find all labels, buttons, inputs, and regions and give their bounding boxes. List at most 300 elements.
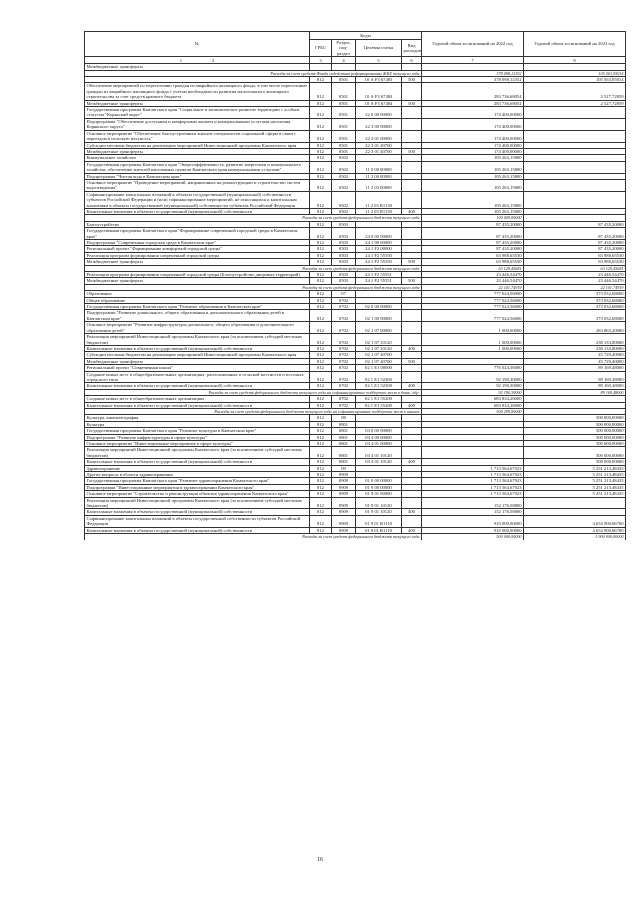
amount-2022: 63 988,65530 bbox=[422, 252, 524, 258]
amount-2023: 89 169,48000 bbox=[524, 365, 626, 371]
expense-type bbox=[402, 447, 422, 459]
table-row bbox=[85, 161, 626, 173]
amount-2023: 5 251 213,48435 bbox=[524, 465, 626, 471]
grbs-code: 812 bbox=[310, 497, 332, 509]
amount-2023: 500 000,00000 bbox=[524, 459, 626, 465]
row-name: Реализация мероприятий Инвестиционной программы Камчатского края (за исключением субсидий местным бюджетам) bbox=[85, 497, 310, 509]
amount-2022: 87 435,20000 bbox=[422, 246, 524, 252]
table-row bbox=[85, 310, 626, 322]
grbs-code: 812 bbox=[310, 297, 332, 303]
grbs-code: 812 bbox=[310, 472, 332, 478]
section-code: 0501 bbox=[332, 142, 356, 148]
expense-type bbox=[402, 191, 422, 208]
target-code: 03 4 01 10120 bbox=[356, 447, 402, 459]
amount-2022: 105 263,15800 bbox=[422, 155, 524, 161]
amount-2023: 2 527,72859 bbox=[524, 100, 626, 106]
target-code: 03 4 01 10120 bbox=[356, 459, 402, 465]
amount-2022: 500 000,00000 bbox=[422, 534, 524, 540]
table-row bbox=[85, 179, 626, 191]
col-number: 8 bbox=[524, 57, 626, 64]
row-name: Межбюджетные трансферты bbox=[85, 64, 310, 70]
section-code: 0702 bbox=[332, 365, 356, 371]
grbs-code: 812 bbox=[310, 155, 332, 161]
col-header-2023: Годовой объем ассигнований на 2023 год bbox=[524, 32, 626, 57]
target-code: 22 3 00 00000 bbox=[356, 118, 402, 130]
section-code: 0501 bbox=[332, 77, 356, 83]
row-name: Софинансирование капитальных вложений в объекты государственной (муниципальной) собственности субъектов Российской Федерации и (или) софинансирование мероприятий, не относящихся к капитальным вложениям в объекты государственной (муниципальной) собственности субъектов Российской Федерации bbox=[85, 191, 310, 208]
col-number: 4 bbox=[332, 57, 356, 64]
expense-type: 400 bbox=[402, 208, 422, 214]
grbs-code: 812 bbox=[310, 434, 332, 440]
expense-type bbox=[402, 322, 422, 334]
expense-type: 500 bbox=[402, 100, 422, 106]
grbs-code: 812 bbox=[310, 527, 332, 533]
table-row bbox=[85, 322, 626, 334]
row-name: Межбюджетные трансферты bbox=[85, 148, 310, 154]
grbs-code: 812 bbox=[310, 428, 332, 434]
col-number: 1 2 bbox=[85, 57, 310, 64]
amount-2023: 23 446,54470 bbox=[524, 272, 626, 278]
amount-2022: 1 713 564,67923 bbox=[422, 472, 524, 478]
row-name: Государственная программа Камчатского края "Развитие образования в Камчатском крае" bbox=[85, 304, 310, 310]
target-code: 02 1 00 00000 bbox=[356, 310, 402, 322]
grbs-code: 812 bbox=[310, 402, 332, 408]
section-code: 0702 bbox=[332, 310, 356, 322]
grbs-code: 812 bbox=[310, 465, 332, 471]
amount-2023: 5 251 213,48435 bbox=[524, 478, 626, 484]
amount-2023: 87 435,20000 bbox=[524, 221, 626, 227]
grbs-code: 812 bbox=[310, 421, 332, 427]
target-code: 02 1 E1 55200 bbox=[356, 396, 402, 402]
amount-2023: 63 988,65530 bbox=[524, 259, 626, 265]
col-header-name: № bbox=[85, 32, 310, 57]
row-name: Государственная программа Камчатского края "Формирование современной городской среды в Камчатском крае" bbox=[85, 228, 310, 240]
expense-type bbox=[402, 161, 422, 173]
target-code: 03 4 00 00000 bbox=[356, 434, 402, 440]
table-row bbox=[85, 191, 626, 208]
amount-2023: 89 169,48000 bbox=[524, 371, 626, 383]
expense-type: 400 bbox=[402, 345, 422, 351]
section-code: 09 bbox=[332, 465, 356, 471]
section-code: 0502 bbox=[332, 155, 356, 161]
section-code: 0702 bbox=[332, 334, 356, 346]
grbs-code: 812 bbox=[310, 322, 332, 334]
amount-2022: 105 263,15800 bbox=[422, 161, 524, 173]
table-row bbox=[85, 447, 626, 459]
grbs-code: 812 bbox=[310, 459, 332, 465]
amount-2022: 92 190,30000 bbox=[422, 389, 524, 395]
section-code: 0503 bbox=[332, 259, 356, 265]
amount-2023: 373 032,68000 bbox=[524, 291, 626, 297]
amount-2022: 378 098,12352 bbox=[422, 77, 524, 83]
table-row bbox=[85, 228, 626, 240]
amount-2023: 5 251 213,48435 bbox=[524, 484, 626, 490]
expense-type: 400 bbox=[402, 509, 422, 515]
target-code: 02 1 E1 52300 bbox=[356, 383, 402, 389]
section-code: 0909 bbox=[332, 527, 356, 533]
row-name: Подпрограмма "Обеспечение доступным и комфортным жильем и коммунальными услугами населения Корякского округа" bbox=[85, 118, 310, 130]
grbs-code: 812 bbox=[310, 352, 332, 358]
amount-2023: 4 654 900,66700 bbox=[524, 515, 626, 527]
section-code: 0501 bbox=[332, 118, 356, 130]
col-number: 7 bbox=[422, 57, 524, 64]
amount-2022: 22 101,74919 bbox=[422, 284, 524, 290]
grbs-code: 812 bbox=[310, 291, 332, 297]
row-name: Подпрограмма "Чистая вода в Камчатском крае" bbox=[85, 173, 310, 179]
row-name: Капитальные вложения в объекты государственной (муниципальной) собственности bbox=[85, 459, 310, 465]
amount-2022: 283 736,68054 bbox=[422, 83, 524, 100]
section-code: 0501 bbox=[332, 130, 356, 142]
grbs-code: 812 bbox=[310, 130, 332, 142]
amount-2023 bbox=[524, 118, 626, 130]
amount-2023: 283 863,20000 bbox=[524, 322, 626, 334]
row-name: Капитальные вложения в объекты государственной (муниципальной) собственности bbox=[85, 345, 310, 351]
target-code: 01 9 00 00000 bbox=[356, 484, 402, 490]
col-number: 6 bbox=[402, 57, 422, 64]
row-name: Межбюджетные трансферты bbox=[85, 100, 310, 106]
budget-table-sheet bbox=[84, 31, 625, 540]
section-code: 0702 bbox=[332, 352, 356, 358]
amount-2022 bbox=[422, 447, 524, 459]
table-row bbox=[85, 118, 626, 130]
amount-2022: 1 713 564,67923 bbox=[422, 478, 524, 484]
row-name: Основное мероприятие "Развитие инфраструктуры дошкольного, общего образования и дополнительного образования детей" bbox=[85, 322, 310, 334]
section-code: 07 bbox=[332, 291, 356, 297]
target-code: 24 1 F2 55551 bbox=[356, 278, 402, 284]
col-number: 5 bbox=[356, 57, 402, 64]
grbs-code: 812 bbox=[310, 447, 332, 459]
amount-2022: 92 190,30000 bbox=[422, 371, 524, 383]
target-code: 22 3 01 40700 bbox=[356, 148, 402, 154]
target-code: 10 А F3 67484 bbox=[356, 100, 402, 106]
grbs-code: 812 bbox=[310, 179, 332, 191]
section-code: 08 bbox=[332, 415, 356, 421]
col-number: 3 bbox=[310, 57, 332, 64]
amount-2023: 3 900 000,00000 bbox=[524, 534, 626, 540]
funding-note-text: Расходы за счет средств федерального бюджета текущего года на софинансирование поддержки мест в дошк. обр. bbox=[85, 389, 422, 395]
expense-type bbox=[402, 310, 422, 322]
amount-2022: 1 713 564,67923 bbox=[422, 465, 524, 471]
amount-2022: 910 000,00000 bbox=[422, 527, 524, 533]
amount-2023: 4 654 900,66700 bbox=[524, 527, 626, 533]
amount-2022: 683 834,26000 bbox=[422, 396, 524, 402]
row-name: Реализация мероприятий Инвестиционной программы Камчатского края (за исключением субсидий местным бюджетам) bbox=[85, 334, 310, 346]
target-code: 24 1 00 00000 bbox=[356, 240, 402, 246]
amount-2022: 105 263,15800 bbox=[422, 208, 524, 214]
amount-2022: 777 024,56000 bbox=[422, 291, 524, 297]
grbs-code: 812 bbox=[310, 515, 332, 527]
section-code: 0501 bbox=[332, 107, 356, 119]
grbs-code: 812 bbox=[310, 100, 332, 106]
row-name: Субсидии местным бюджетам на реализацию мероприятий Инвестиционной программы Камчатского края bbox=[85, 142, 310, 148]
target-code: 11 2 00 00000 bbox=[356, 173, 402, 179]
expense-type bbox=[402, 83, 422, 100]
table-row bbox=[85, 371, 626, 383]
section-code: 0702 bbox=[332, 396, 356, 402]
section-code: 0503 bbox=[332, 228, 356, 240]
target-code: 02 1 07 10120 bbox=[356, 345, 402, 351]
row-name: Обеспечение мероприятий по переселению граждан из аварийного жилищного фонда, в том числе переселению граждан из аварийного жилищного фонда с учетом необходимости развития малоэтажного жилищного строительства за счет средств краевого бюджета bbox=[85, 83, 310, 100]
table-row bbox=[85, 497, 626, 509]
grbs-code: 812 bbox=[310, 345, 332, 351]
row-name: Капитальные вложения в объекты государственной (муниципальной) собственности bbox=[85, 527, 310, 533]
amount-2022: 105 263,15800 bbox=[422, 179, 524, 191]
grbs-code: 812 bbox=[310, 221, 332, 227]
section-code: 0702 bbox=[332, 322, 356, 334]
section-code: 0502 bbox=[332, 208, 356, 214]
amount-2022: 1 713 564,67923 bbox=[422, 484, 524, 490]
expense-type bbox=[402, 371, 422, 383]
target-code: 10 А F3 67483 bbox=[356, 77, 402, 83]
row-name: Подпрограмма "Современная городская среда в Камчатском крае" bbox=[85, 240, 310, 246]
row-name: Реализация мероприятий Инвестиционной программы Камчатского края (за исключением субсидий местным бюджетам) bbox=[85, 447, 310, 459]
section-code: 0702 bbox=[332, 297, 356, 303]
section-code: 0702 bbox=[332, 358, 356, 364]
row-name: Подпрограмма "Развитие инфраструктуры в сфере культуры" bbox=[85, 434, 310, 440]
amount-2022: 105 263,15800 bbox=[422, 173, 524, 179]
amount-2023: 5 251 213,48435 bbox=[524, 491, 626, 497]
target-code: 03 0 00 00000 bbox=[356, 428, 402, 434]
amount-2022: 87 435,20000 bbox=[422, 240, 524, 246]
grbs-code: 812 bbox=[310, 441, 332, 447]
amount-2023: 105 563,05014 bbox=[524, 77, 626, 83]
amount-2023: 45 729,40000 bbox=[524, 358, 626, 364]
amount-2023: 238 133,80000 bbox=[524, 334, 626, 346]
grbs-code: 812 bbox=[310, 259, 332, 265]
grbs-code: 812 bbox=[310, 358, 332, 364]
target-code: 02 0 00 00000 bbox=[356, 304, 402, 310]
target-code: 01 9 01 10120 bbox=[356, 497, 402, 509]
section-code: 0503 bbox=[332, 272, 356, 278]
amount-2023: 500 000,00000 bbox=[524, 421, 626, 427]
row-name: Общее образование bbox=[85, 297, 310, 303]
row-name: Межбюджетные трансферты bbox=[85, 259, 310, 265]
grbs-code: 812 bbox=[310, 304, 332, 310]
expense-type: 500 bbox=[402, 77, 422, 83]
expense-type: 400 bbox=[402, 459, 422, 465]
row-name: Государственная программа Камчатского края "Развитие культуры в Камчатском крае" bbox=[85, 428, 310, 434]
grbs-code: 812 bbox=[310, 365, 332, 371]
section-code: 0909 bbox=[332, 509, 356, 515]
funding-note-text: Расходы за счет средств федерального бюджета текущего года bbox=[85, 534, 422, 540]
table-body bbox=[85, 64, 626, 540]
amount-2022: 174 400,00000 bbox=[422, 142, 524, 148]
expense-type bbox=[402, 497, 422, 509]
grbs-code: 812 bbox=[310, 118, 332, 130]
row-name: Межбюджетные трансферты bbox=[85, 358, 310, 364]
amount-2022: 105 263,15800 bbox=[422, 191, 524, 208]
row-name: Капитальные вложения в объекты государственной (муниципальной) собственности bbox=[85, 402, 310, 408]
amount-2023: 500 000,00000 bbox=[524, 447, 626, 459]
amount-2023 bbox=[524, 107, 626, 119]
amount-2022: 87 435,20000 bbox=[422, 221, 524, 227]
row-name: Благоустройство bbox=[85, 221, 310, 227]
target-code: 02 1 07 00000 bbox=[356, 322, 402, 334]
row-name: Другие вопросы в области здравоохранения bbox=[85, 472, 310, 478]
target-code: 24 1 F2 55550 bbox=[356, 259, 402, 265]
amount-2023: 500 000,00000 bbox=[524, 415, 626, 421]
col-header-type: Вид расходов bbox=[402, 40, 422, 57]
expense-type bbox=[402, 107, 422, 119]
row-name: Подпрограмма "Развитие дошкольного, общего образования и дополнительного образования детей в Камчатском крае" bbox=[85, 310, 310, 322]
grbs-code: 812 bbox=[310, 310, 332, 322]
row-name: Субсидии местным бюджетам на реализацию мероприятий Инвестиционной программы Камчатского края bbox=[85, 352, 310, 358]
section-code: 0801 bbox=[332, 421, 356, 427]
section-code: 0502 bbox=[332, 179, 356, 191]
amount-2023 bbox=[524, 497, 626, 509]
amount-2022: 378 098,12352 bbox=[422, 70, 524, 76]
row-name: Государственная программа Камчатского края "Социальное и экономическое развитие территории с особым статусом "Корякский округ" bbox=[85, 107, 310, 119]
row-name: Государственная программа Камчатского края "Развитие здравоохранения Камчатского края" bbox=[85, 478, 310, 484]
expense-type: 500 bbox=[402, 358, 422, 364]
grbs-code: 812 bbox=[310, 371, 332, 383]
funding-note-text: Расходы за счет средств федерального бюджета текущего года bbox=[85, 265, 422, 271]
section-code: 0909 bbox=[332, 472, 356, 478]
amount-2022: 777 024,56000 bbox=[422, 304, 524, 310]
row-name: Культура bbox=[85, 421, 310, 427]
amount-2023: 87 435,20000 bbox=[524, 240, 626, 246]
amount-2023: 45 729,40000 bbox=[524, 352, 626, 358]
amount-2022: 174 400,00000 bbox=[422, 148, 524, 154]
target-code: 01 9 01 00000 bbox=[356, 491, 402, 497]
grbs-code: 812 bbox=[310, 191, 332, 208]
row-name: Капитальные вложения в объекты государственной (муниципальной) собственности bbox=[85, 208, 310, 214]
target-code: 11 2 03 00000 bbox=[356, 179, 402, 191]
amount-2023: 87 435,20000 bbox=[524, 246, 626, 252]
amount-2022: 63 129,45681 bbox=[422, 265, 524, 271]
section-code: 0503 bbox=[332, 278, 356, 284]
amount-2023 bbox=[524, 161, 626, 173]
target-code: 02 1 E1 00000 bbox=[356, 365, 402, 371]
row-name: Межбюджетные трансферты bbox=[85, 278, 310, 284]
section-code: 0501 bbox=[332, 148, 356, 154]
amount-2022: 174 400,00000 bbox=[422, 107, 524, 119]
section-code: 0909 bbox=[332, 491, 356, 497]
section-code: 0801 bbox=[332, 441, 356, 447]
expense-type bbox=[402, 334, 422, 346]
target-code: 02 1 E1 52300 bbox=[356, 371, 402, 383]
row-name: Здравоохранение bbox=[85, 465, 310, 471]
funding-note-text: Расходы за счет средств федерального бюджета текущего года на софинансирование поддержки мест в школах bbox=[85, 408, 422, 414]
amount-2023 bbox=[524, 179, 626, 191]
row-name: Основное мероприятие "Строительство и реконструкция объектов здравоохранения Камчатского края" bbox=[85, 491, 310, 497]
amount-2023: 373 032,68000 bbox=[524, 297, 626, 303]
section-code: 0801 bbox=[332, 434, 356, 440]
funding-note-text: Расходы за счет средств федерального бюджета текущего года bbox=[85, 215, 422, 221]
amount-2022: 500 299,00000 bbox=[422, 408, 524, 414]
amount-2022: 174 400,00000 bbox=[422, 130, 524, 142]
expense-type bbox=[402, 515, 422, 527]
row-name: Капитальные вложения в объекты государственной (муниципальной) собственности bbox=[85, 383, 310, 389]
target-code: 22 3 01 40700 bbox=[356, 142, 402, 148]
amount-2023 bbox=[524, 130, 626, 142]
amount-2023: 87 435,20000 bbox=[524, 228, 626, 240]
row-name: Коммунальное хозяйство bbox=[85, 155, 310, 161]
amount-2022: 87 435,20000 bbox=[422, 228, 524, 240]
amount-2023: 373 032,68000 bbox=[524, 310, 626, 322]
target-code: 10 А F3 67484 bbox=[356, 83, 402, 100]
target-code: 22 0 00 00000 bbox=[356, 107, 402, 119]
amount-2023: 5 251 213,48435 bbox=[524, 472, 626, 478]
amount-2023: 2 527,72859 bbox=[524, 83, 626, 100]
expense-type: 400 bbox=[402, 527, 422, 533]
section-code: 0909 bbox=[332, 484, 356, 490]
row-name: Образование bbox=[85, 291, 310, 297]
amount-2022: 92 190,30000 bbox=[422, 383, 524, 389]
row-name: Подпрограмма "Инвестиционные мероприятия в здравоохранении Камчатского края" bbox=[85, 484, 310, 490]
target-code: 24 0 00 00000 bbox=[356, 228, 402, 240]
grbs-code: 812 bbox=[310, 252, 332, 258]
table-row bbox=[85, 515, 626, 527]
section-code: 0503 bbox=[332, 252, 356, 258]
row-name: Основное мероприятие "Обеспечение благоустроенным жильем специалистов социальной сферы в связи с переездом в сельскую местность" bbox=[85, 130, 310, 142]
section-code: 0501 bbox=[332, 83, 356, 100]
expense-type bbox=[402, 118, 422, 130]
amount-2022: 174 400,00000 bbox=[422, 118, 524, 130]
section-code: 0501 bbox=[332, 100, 356, 106]
grbs-code: 812 bbox=[310, 334, 332, 346]
row-name: Софинансирование капитальных вложений в объекты государственной собственности субъектов Российской Федерации bbox=[85, 515, 310, 527]
section-code: 0502 bbox=[332, 191, 356, 208]
table-row bbox=[85, 83, 626, 100]
section-code: 0909 bbox=[332, 515, 356, 527]
amount-2023: 63 988,65530 bbox=[524, 252, 626, 258]
grbs-code: 812 bbox=[310, 246, 332, 252]
row-name: Создание новых мест в общеобразовательных организациях bbox=[85, 396, 310, 402]
target-code: 24 1 F2 55550 bbox=[356, 252, 402, 258]
row-name: Реализация программ формирования современной городской среды (Благоустройство дворовых территорий) bbox=[85, 272, 310, 278]
header-row-top bbox=[85, 32, 626, 40]
funding-note-row bbox=[85, 534, 626, 540]
section-code: 0502 bbox=[332, 173, 356, 179]
amount-2023: 23 446,54470 bbox=[524, 278, 626, 284]
amount-2023: 500 000,00000 bbox=[524, 434, 626, 440]
expense-type bbox=[402, 179, 422, 191]
grbs-code: 812 bbox=[310, 83, 332, 100]
funding-note-text: Расходы за счет средств Фонда содействия реформированию ЖКХ текущего года bbox=[85, 70, 422, 76]
grbs-code: 812 bbox=[310, 107, 332, 119]
amount-2022: 777 024,56000 bbox=[422, 297, 524, 303]
amount-2023 bbox=[524, 191, 626, 208]
amount-2023: 22 101,74919 bbox=[524, 284, 626, 290]
grbs-code: 812 bbox=[310, 396, 332, 402]
expense-type: 400 bbox=[402, 402, 422, 408]
section-code: 0801 bbox=[332, 447, 356, 459]
section-code: 0801 bbox=[332, 459, 356, 465]
amount-2022: 283 736,68054 bbox=[422, 100, 524, 106]
amount-2023: 500 000,00000 bbox=[524, 428, 626, 434]
section-code: 0801 bbox=[332, 428, 356, 434]
grbs-code: 812 bbox=[310, 77, 332, 83]
amount-2022: 100 000,00000 bbox=[422, 215, 524, 221]
grbs-code: 812 bbox=[310, 278, 332, 284]
target-code: 11 2 03 R1130 bbox=[356, 208, 402, 214]
section-code: 0702 bbox=[332, 371, 356, 383]
row-name: Основное мероприятие "Инвестиционные мероприятия в сфере культуры" bbox=[85, 441, 310, 447]
grbs-code: 812 bbox=[310, 161, 332, 173]
section-code: 0909 bbox=[332, 478, 356, 484]
row-name: Основное мероприятие "Проведение мероприятий, направленных на реконструкцию и строительство систем водоотведения" bbox=[85, 179, 310, 191]
amount-2022: 152 176,58800 bbox=[422, 509, 524, 515]
grbs-code: 812 bbox=[310, 478, 332, 484]
col-header-grbs: ГРБС bbox=[310, 40, 332, 57]
target-code: 24 1 F2 55551 bbox=[356, 272, 402, 278]
col-header-2022: Годовой объем ассигнований на 2022 год bbox=[422, 32, 524, 57]
target-code: 22 3 01 00000 bbox=[356, 130, 402, 142]
section-code: 0503 bbox=[332, 240, 356, 246]
grbs-code: 812 bbox=[310, 148, 332, 154]
target-code: 11 2 03 R1130 bbox=[356, 191, 402, 208]
